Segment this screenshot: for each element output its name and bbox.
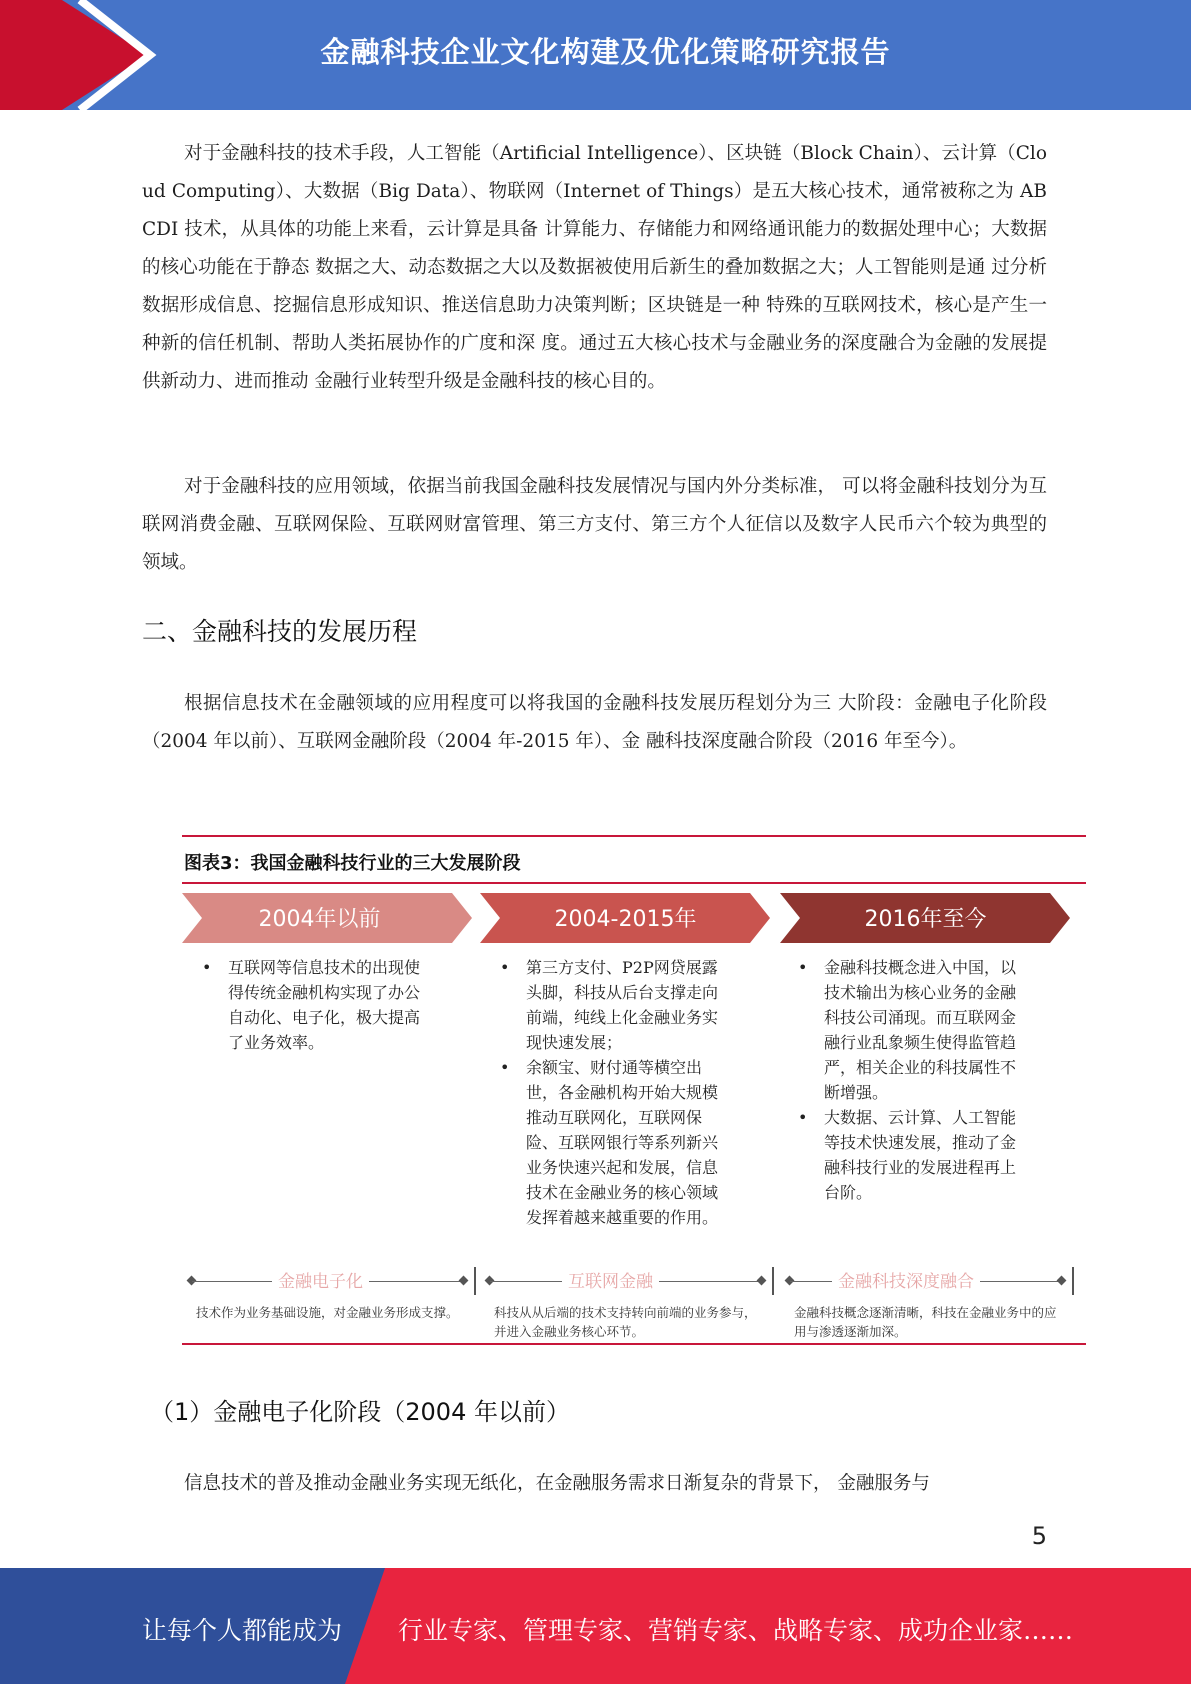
figure-bottom-rule — [182, 1343, 1086, 1345]
phase-desc-1: 技术作为业务基础设施，对金融业务形成支撑。 — [196, 1305, 459, 1320]
footer-slogan-right: 行业专家、管理专家、营销专家、战略专家、成功企业家…… — [398, 1616, 1074, 1645]
stage-bullets-3 — [784, 955, 1030, 1205]
stage-3-bullet: • 金融科技概念进入中国，以技术输出为核心业务的金融科技公司涌现。而互联网金融行业乱象频生使得监管趋严，相关企业的科技属性不断增强。 — [824, 955, 1030, 1105]
diamond-marker — [1057, 1276, 1067, 1286]
paragraph-application-fields: 对于金融科技的应用领域，依据当前我国金融科技发展情况与国内外分类标准， 可以将金融科技划分为互联网消费金融、互联网保险、互联网财富管理、第三方支付、第三方个人征信以及数字人民币六个较为典型的领域。 — [142, 476, 1047, 573]
timeline-divider — [474, 1267, 476, 1295]
stage-3-bullet: • 大数据、云计算、人工智能等技术快速发展，推动了金融科技行业的发展进程再上台阶。 — [824, 1105, 1030, 1205]
figure-development-stages — [182, 835, 1086, 1345]
stage-bullets-1 — [188, 955, 434, 1055]
phase-desc-3: 金融科技概念逐渐清晰，科技在金融业务中的应用与渗透逐渐加深。 — [794, 1305, 1057, 1339]
stage-2-bullet: • 第三方支付、P2P网贷展露头脚，科技从后台支撑走向前端，纯线上化金融业务实现快速发展； — [526, 955, 732, 1055]
section-heading-development: 二、金融科技的发展历程 — [142, 617, 418, 646]
stage-bullets-2 — [486, 955, 732, 1230]
stage-header-2 — [480, 893, 770, 943]
subsection-heading-electronization: （1）金融电子化阶段（2004 年以前） — [150, 1398, 570, 1426]
stage-label-2: 2004-2015年 — [554, 907, 697, 932]
diamond-marker — [459, 1276, 469, 1286]
figure-caption-rule — [182, 882, 1086, 884]
stage-label-3: 2016年至今 — [864, 907, 987, 932]
stage-1-bullet: • 互联网等信息技术的出现使得传统金融机构实现了办公自动化、电子化，极大提高了业务效率。 — [228, 955, 434, 1055]
stage-label-1: 2004年以前 — [258, 907, 381, 932]
stage-header-1 — [182, 893, 472, 943]
phase-2 — [480, 1267, 770, 1337]
timeline-divider — [772, 1267, 774, 1295]
phase-1 — [182, 1267, 472, 1337]
page-footer — [0, 1568, 1191, 1684]
report-title: 金融科技企业文化构建及优化策略研究报告 — [320, 35, 891, 69]
phase-desc-2: 科技从从后端的技术支持转向前端的业务参与，并进入金融业务核心环节。 — [494, 1305, 757, 1339]
timeline-divider — [1072, 1267, 1074, 1295]
paragraph-electronization: 信息技术的普及推动金融业务实现无纸化，在金融服务需求日渐复杂的背景下， 金融服务与 — [184, 1473, 930, 1494]
page-header — [0, 0, 1191, 110]
phase-name-1: 金融电子化 — [272, 1267, 369, 1292]
stage-2-bullet: • 余额宝、财付通等横空出世，各金融机构开始大规模推动互联网化，互联网保险、互联网银行等系列新兴业务快速兴起和发展，信息技术在金融业务的核心领域发挥着越来越重要的作用。 — [526, 1055, 732, 1230]
page-number: 5 — [1031, 1522, 1047, 1550]
paragraph-tech-means: 对于金融科技的技术手段，人工智能（Artificial Intelligence）、区块链（Block Chain）、云计算（Cloud Computing）、大数据（Big Data）、物联网（Internet of Things）是五大核心技术，通常被称之为 ABCDI 技术，从具体的功能上来看，云计算是具备 计算能力、存储能力和网络通讯能力的数据处理中心；大数据的核心功能在于静态 数据之大、动态数据之大以及数据被使用后新生的叠加数据之大；人工智能则是通 过分析数据形成信息、挖掘信息形成知识、推送信息助力决策判断；区块链是一种 特殊的互联网技术，核心是产生一种新的信任机制、帮助人类拓展协作的广度和深 度。通过五大核心技术与金融业务的深度融合为金融的发展提供新动力、进而推动 金融行业转型升级是金融科技的核心目的。 — [142, 143, 1047, 392]
figure-top-rule — [182, 835, 1086, 837]
phase-name-3: 金融科技深度融合 — [832, 1267, 980, 1292]
diamond-marker — [757, 1276, 767, 1286]
footer-slogan-left: 让每个人都能成为 — [142, 1616, 343, 1645]
figure-caption: 图表3：我国金融科技行业的三大发展阶段 — [184, 853, 521, 874]
paragraph-stages-intro: 根据信息技术在金融领域的应用程度可以将我国的金融科技发展历程划分为三 大阶段：金融电子化阶段（2004 年以前）、互联网金融阶段（2004 年-2015 年）、金 融科技深度融合阶段（2016 年至今）。 — [142, 693, 1047, 752]
phase-3 — [780, 1267, 1070, 1337]
phase-name-2: 互联网金融 — [562, 1267, 659, 1292]
stage-header-3 — [780, 893, 1070, 943]
